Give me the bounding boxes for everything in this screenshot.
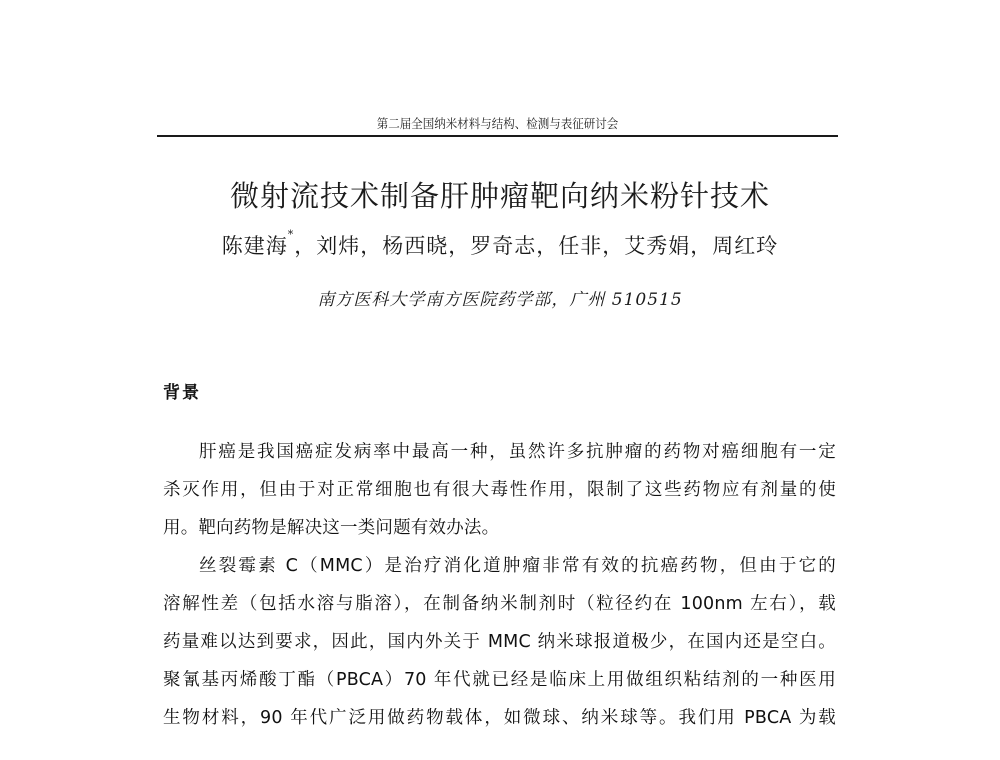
paragraph-line: 用。靶向药物是解决这一类问题有效办法。 bbox=[163, 518, 500, 538]
co-authors: ，刘炜，杨西晓，罗奇志，任非，艾秀娟，周红玲 bbox=[294, 234, 779, 258]
paragraph-line: 药量难以达到要求，因此，国内外关于 MMC 纳米球报道极少，在国内还是空白。 bbox=[163, 632, 836, 652]
paper-title: 微射流技术制备肝肿瘤靶向纳米粉针技术 bbox=[229, 179, 770, 213]
first-author: 陈建海 bbox=[221, 234, 288, 258]
paragraph-line: 生物材料，90 年代广泛用做药物载体，如微球、纳米球等。我们用 PBCA 为载 bbox=[163, 708, 836, 728]
corresponding-author-mark: * bbox=[287, 228, 295, 241]
paragraph-line: 肝癌是我国癌症发病率中最高一种，虽然许多抗肿瘤的药物对癌细胞有一定 bbox=[199, 442, 836, 462]
paragraph-line: 聚氰基丙烯酸丁酯（PBCA）70 年代就已经是临床上用做组织粘结剂的一种医用 bbox=[163, 670, 836, 690]
section-heading-background: 背景 bbox=[163, 383, 201, 403]
running-header: 第二届全国纳米材料与结构、检测与表征研讨会 bbox=[376, 116, 619, 131]
paragraph-line: 溶解性差（包括水溶与脂溶），在制备纳米制剂时（粒径约在 100nm 左右），载 bbox=[163, 594, 836, 614]
paragraph-line: 丝裂霉素 C（MMC）是治疗消化道肿瘤非常有效的抗癌药物，但由于它的 bbox=[199, 556, 836, 576]
paragraph-line: 杀灭作用，但由于对正常细胞也有很大毒性作用，限制了这些药物应有剂量的使 bbox=[163, 480, 836, 500]
affiliation: 南方医科大学南方医院药学部，广州 510515 bbox=[317, 290, 683, 310]
author-list bbox=[0, 230, 1000, 260]
header-rule bbox=[157, 135, 838, 137]
body-paragraphs bbox=[163, 433, 836, 737]
